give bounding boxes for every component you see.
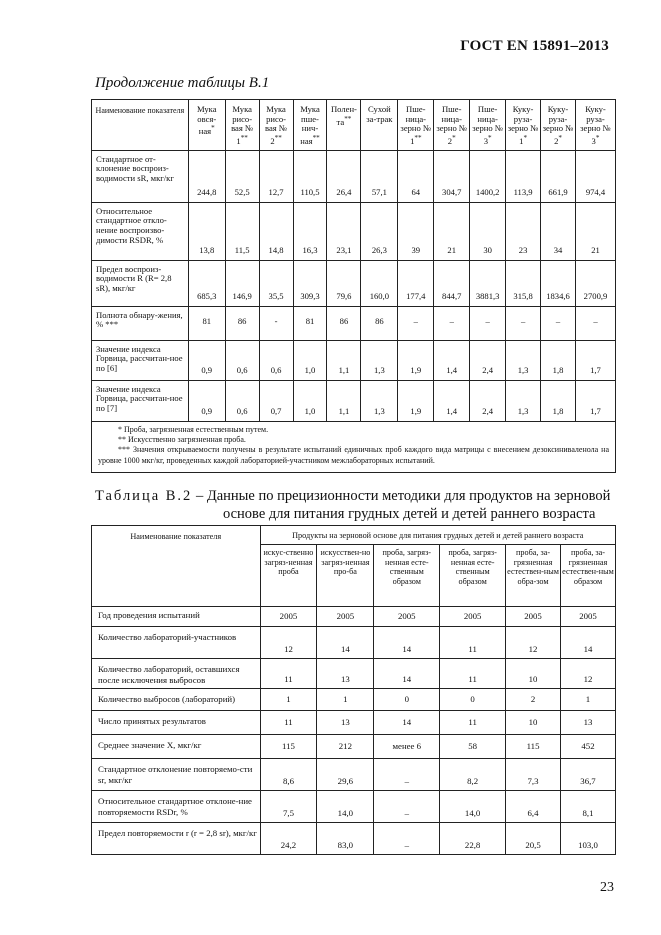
table-cell: 3881,3 xyxy=(470,260,506,306)
row-label: Количество лабораторий-участников xyxy=(92,627,261,659)
table-cell: – xyxy=(374,791,440,823)
table-cell: 20,5 xyxy=(506,823,561,855)
table-row xyxy=(92,711,616,735)
table-cell: 1,7 xyxy=(575,380,615,421)
table-row xyxy=(92,689,616,711)
table-cell: 2005 xyxy=(260,607,317,627)
row-label: Число принятых результатов xyxy=(92,711,261,735)
table-cell: 1,1 xyxy=(327,380,361,421)
table-cell: 1 xyxy=(317,689,374,711)
table1-col-header: Куку-руза-зерно № 3* xyxy=(575,100,615,151)
table-cell: 11 xyxy=(260,659,317,689)
table-row xyxy=(92,627,616,659)
table-cell: 2005 xyxy=(506,607,561,627)
row-label: Полнота обнару-жения, % *** xyxy=(92,306,189,340)
table-cell: 34 xyxy=(541,202,576,260)
table-row xyxy=(92,823,616,855)
table-cell: 13 xyxy=(317,711,374,735)
table-cell: 26,4 xyxy=(327,150,361,202)
table-cell: 1,3 xyxy=(361,380,398,421)
table-cell: 0,9 xyxy=(188,380,225,421)
table-cell: 23,1 xyxy=(327,202,361,260)
table2-col-header: искус-ственно загряз-ненная проба xyxy=(260,545,317,607)
table-cell: 39 xyxy=(398,202,434,260)
table-cell: 86 xyxy=(361,306,398,340)
table-cell: 79,6 xyxy=(327,260,361,306)
table-cell: 1,3 xyxy=(506,380,541,421)
table-cell: 2005 xyxy=(440,607,506,627)
table-cell: 1,9 xyxy=(398,340,434,380)
table-cell: 86 xyxy=(327,306,361,340)
table1-col-header: Куку-руза-зерно № 1* xyxy=(506,100,541,151)
table-b2-label: Таблица В.2 xyxy=(95,488,193,504)
table-cell: – xyxy=(398,306,434,340)
table-cell: 1834,6 xyxy=(541,260,576,306)
table-cell: 115 xyxy=(260,735,317,759)
table-row xyxy=(92,260,616,306)
table-cell: 11 xyxy=(440,659,506,689)
table-cell: – xyxy=(470,306,506,340)
table-cell: 11,5 xyxy=(225,202,259,260)
table-cell: 0,6 xyxy=(259,340,293,380)
row-label: Значение индекса Горвица, рассчитан-ное по [7] xyxy=(92,380,189,421)
table-cell: 661,9 xyxy=(541,150,576,202)
row-label: Относительное стандартное откло-нение воспроизво-димости RSDR, % xyxy=(92,202,189,260)
table-row xyxy=(92,150,616,202)
table-cell: 11 xyxy=(440,627,506,659)
table-cell: 35,5 xyxy=(259,260,293,306)
table-cell: 2005 xyxy=(561,607,616,627)
table-cell: 0,9 xyxy=(188,340,225,380)
table-cell: 0 xyxy=(440,689,506,711)
table-cell: 685,3 xyxy=(188,260,225,306)
table2-group-header: Продукты на зерновой основе для питания грудных детей и детей раннего возраста xyxy=(260,526,615,545)
table-cell: 2005 xyxy=(374,607,440,627)
table-cell: 1 xyxy=(260,689,317,711)
table-cell: - xyxy=(259,306,293,340)
table-cell: 2,4 xyxy=(470,340,506,380)
table-cell: 110,5 xyxy=(293,150,327,202)
page-number: 23 xyxy=(600,880,614,895)
table-cell: 7,5 xyxy=(260,791,317,823)
table-cell: 177,4 xyxy=(398,260,434,306)
document-code: ГОСТ EN 15891–2013 xyxy=(460,38,609,54)
table2-col-header: проба, загряз-ненная есте-ственным образом xyxy=(374,545,440,607)
table-cell: 2 xyxy=(506,689,561,711)
table-cell: 315,8 xyxy=(506,260,541,306)
table-continuation-title: Продолжение таблицы В.1 xyxy=(95,75,270,91)
table-cell: 86 xyxy=(225,306,259,340)
table-cell: 1400,2 xyxy=(470,150,506,202)
table-cell: 452 xyxy=(561,735,616,759)
table-cell: 304,7 xyxy=(434,150,470,202)
table-cell: 23 xyxy=(506,202,541,260)
table-row xyxy=(92,607,616,627)
table-cell: – xyxy=(374,759,440,791)
table-cell: 974,4 xyxy=(575,150,615,202)
table-cell: 24,2 xyxy=(260,823,317,855)
table-cell: 844,7 xyxy=(434,260,470,306)
table-cell: 11 xyxy=(440,711,506,735)
table2-col-header: проба, за-грязненная естествен-ным образом xyxy=(561,545,616,607)
row-label: Предел повторяемости r (r = 2,8 sr), мкг/кг xyxy=(92,823,261,855)
table1-col-header: Наименование показателя xyxy=(92,100,189,151)
table-cell: 1,0 xyxy=(293,380,327,421)
table1-col-header: Мука рисо-вая № 1** xyxy=(225,100,259,151)
table-cell: 12,7 xyxy=(259,150,293,202)
table-cell: 14,8 xyxy=(259,202,293,260)
table-cell: 16,3 xyxy=(293,202,327,260)
note-3: *** Значения открываемости получены в результате испытаний единичных проб каждого вида матрицы с внесением дезоксиниваленола на уровне 1000 мкг/кг, проведенных каждой лабораторией-участником межлабораторных испытаний. xyxy=(98,445,609,465)
table-cell: 160,0 xyxy=(361,260,398,306)
row-label: Среднее значение X, мкг/кг xyxy=(92,735,261,759)
table-cell: 57,1 xyxy=(361,150,398,202)
row-label: Количество лабораторий, оставшихся после исключения выбросов xyxy=(92,659,261,689)
table-cell: 81 xyxy=(293,306,327,340)
table-cell: 64 xyxy=(398,150,434,202)
table-cell: 1,8 xyxy=(541,380,576,421)
table-cell: 8,1 xyxy=(561,791,616,823)
table-cell: 7,3 xyxy=(506,759,561,791)
table-cell: 14 xyxy=(374,711,440,735)
table-cell: 113,9 xyxy=(506,150,541,202)
row-label: Стандартное от-клонение воспроиз-водимости sR, мкг/кг xyxy=(92,150,189,202)
table-cell: 2005 xyxy=(317,607,374,627)
table-cell: – xyxy=(434,306,470,340)
table-cell: 1,9 xyxy=(398,380,434,421)
table-row xyxy=(92,202,616,260)
table-cell: 146,9 xyxy=(225,260,259,306)
row-label: Относительное стандартное отклоне-ние повторяемости RSDr, % xyxy=(92,791,261,823)
table-cell: – xyxy=(506,306,541,340)
table-cell: 14,0 xyxy=(440,791,506,823)
table-cell: 115 xyxy=(506,735,561,759)
table-cell: 83,0 xyxy=(317,823,374,855)
table-cell: 8,2 xyxy=(440,759,506,791)
table-cell: 13,8 xyxy=(188,202,225,260)
table2-col-header: искусствен-но загряз-ненная про-ба xyxy=(317,545,374,607)
table-row xyxy=(92,380,616,421)
table2-header-row xyxy=(92,526,616,545)
table-row xyxy=(92,306,616,340)
table-cell: 30 xyxy=(470,202,506,260)
table-cell: 13 xyxy=(317,659,374,689)
table1-col-header: Куку-руза-зерно № 2* xyxy=(541,100,576,151)
table1-col-header: Сухой за-трак xyxy=(361,100,398,151)
table-row xyxy=(92,659,616,689)
table-cell: 0,6 xyxy=(225,340,259,380)
row-label: Количество выбросов (лабораторий) xyxy=(92,689,261,711)
table-cell: 0,7 xyxy=(259,380,293,421)
table-cell: 14 xyxy=(561,627,616,659)
row-label: Год проведения испытаний xyxy=(92,607,261,627)
table-cell: 29,6 xyxy=(317,759,374,791)
table1-col-header: Пше-ница-зерно № 1** xyxy=(398,100,434,151)
table-cell: 1,7 xyxy=(575,340,615,380)
table2-name-header: Наименование показателя xyxy=(92,526,261,607)
table-b1-continuation xyxy=(91,99,616,473)
table-cell: 8,6 xyxy=(260,759,317,791)
table-row xyxy=(92,735,616,759)
table-cell: 1,0 xyxy=(293,340,327,380)
table-cell: 26,3 xyxy=(361,202,398,260)
table-cell: менее 6 xyxy=(374,735,440,759)
table-cell: 103,0 xyxy=(561,823,616,855)
table-cell: 0 xyxy=(374,689,440,711)
table-row xyxy=(92,340,616,380)
table2-col-header: проба, загряз-ненная есте-ственным образом xyxy=(440,545,506,607)
table-cell: 2700,9 xyxy=(575,260,615,306)
table-cell: 1,3 xyxy=(361,340,398,380)
table1-notes-row xyxy=(92,421,616,473)
table-cell: 1,4 xyxy=(434,380,470,421)
row-label: Значение индекса Горвица, рассчитан-ное по [6] xyxy=(92,340,189,380)
table-cell: 6,4 xyxy=(506,791,561,823)
table1-col-header: Пше-ница-зерно № 3* xyxy=(470,100,506,151)
note-2: ** Искусственно загрязненная проба. xyxy=(118,435,246,445)
table-cell: 14 xyxy=(374,627,440,659)
table-row xyxy=(92,791,616,823)
table-cell: 22,8 xyxy=(440,823,506,855)
table-cell: 21 xyxy=(434,202,470,260)
table-cell: 58 xyxy=(440,735,506,759)
table-b2-caption xyxy=(95,488,625,523)
table-b2-title-line2: основе для питания грудных детей и детей раннего возраста xyxy=(223,505,596,522)
table-notes xyxy=(92,421,616,473)
table-cell: 52,5 xyxy=(225,150,259,202)
table-cell: 1,4 xyxy=(434,340,470,380)
note-1: * Проба, загрязненная естественным путем. xyxy=(118,424,269,434)
table-cell: 0,6 xyxy=(225,380,259,421)
table-cell: 1,1 xyxy=(327,340,361,380)
table-row xyxy=(92,759,616,791)
table-cell: 14 xyxy=(374,659,440,689)
table-b2 xyxy=(91,525,616,855)
row-label: Стандартное отклонение повторяемо-сти sr, мкг/кг xyxy=(92,759,261,791)
table-cell: 12 xyxy=(561,659,616,689)
table-cell: 1,3 xyxy=(506,340,541,380)
table-cell: 11 xyxy=(260,711,317,735)
table-cell: 14,0 xyxy=(317,791,374,823)
table-cell: 10 xyxy=(506,711,561,735)
table-cell: 81 xyxy=(188,306,225,340)
table-cell: 10 xyxy=(506,659,561,689)
table1-col-header: Полен-та** xyxy=(327,100,361,151)
table-cell: 244,8 xyxy=(188,150,225,202)
table1-header-row xyxy=(92,100,616,151)
table-cell: – xyxy=(575,306,615,340)
table1-col-header: Мука пше-нич-ная** xyxy=(293,100,327,151)
table-cell: 12 xyxy=(260,627,317,659)
table-cell: 36,7 xyxy=(561,759,616,791)
row-label: Предел воспроиз-водимости R (R= 2,8 sR), мкг/кг xyxy=(92,260,189,306)
table-cell: 309,3 xyxy=(293,260,327,306)
table1-col-header: Мука овся-ная* xyxy=(188,100,225,151)
table-cell: 1 xyxy=(561,689,616,711)
table-cell: 1,8 xyxy=(541,340,576,380)
table-b2-title-line1: – Данные по прецизионности методики для продуктов на зерновой xyxy=(192,488,611,504)
table-cell: 2,4 xyxy=(470,380,506,421)
table2-col-header: проба, за-грязненная естествен-ным обра-зом xyxy=(506,545,561,607)
table-cell: – xyxy=(541,306,576,340)
table-cell: 14 xyxy=(317,627,374,659)
table-cell: 21 xyxy=(575,202,615,260)
table1-col-header: Мука рисо-вая № 2** xyxy=(259,100,293,151)
table1-col-header: Пше-ница-зерно № 2* xyxy=(434,100,470,151)
table-cell: – xyxy=(374,823,440,855)
table-cell: 212 xyxy=(317,735,374,759)
table-cell: 13 xyxy=(561,711,616,735)
table-cell: 12 xyxy=(506,627,561,659)
